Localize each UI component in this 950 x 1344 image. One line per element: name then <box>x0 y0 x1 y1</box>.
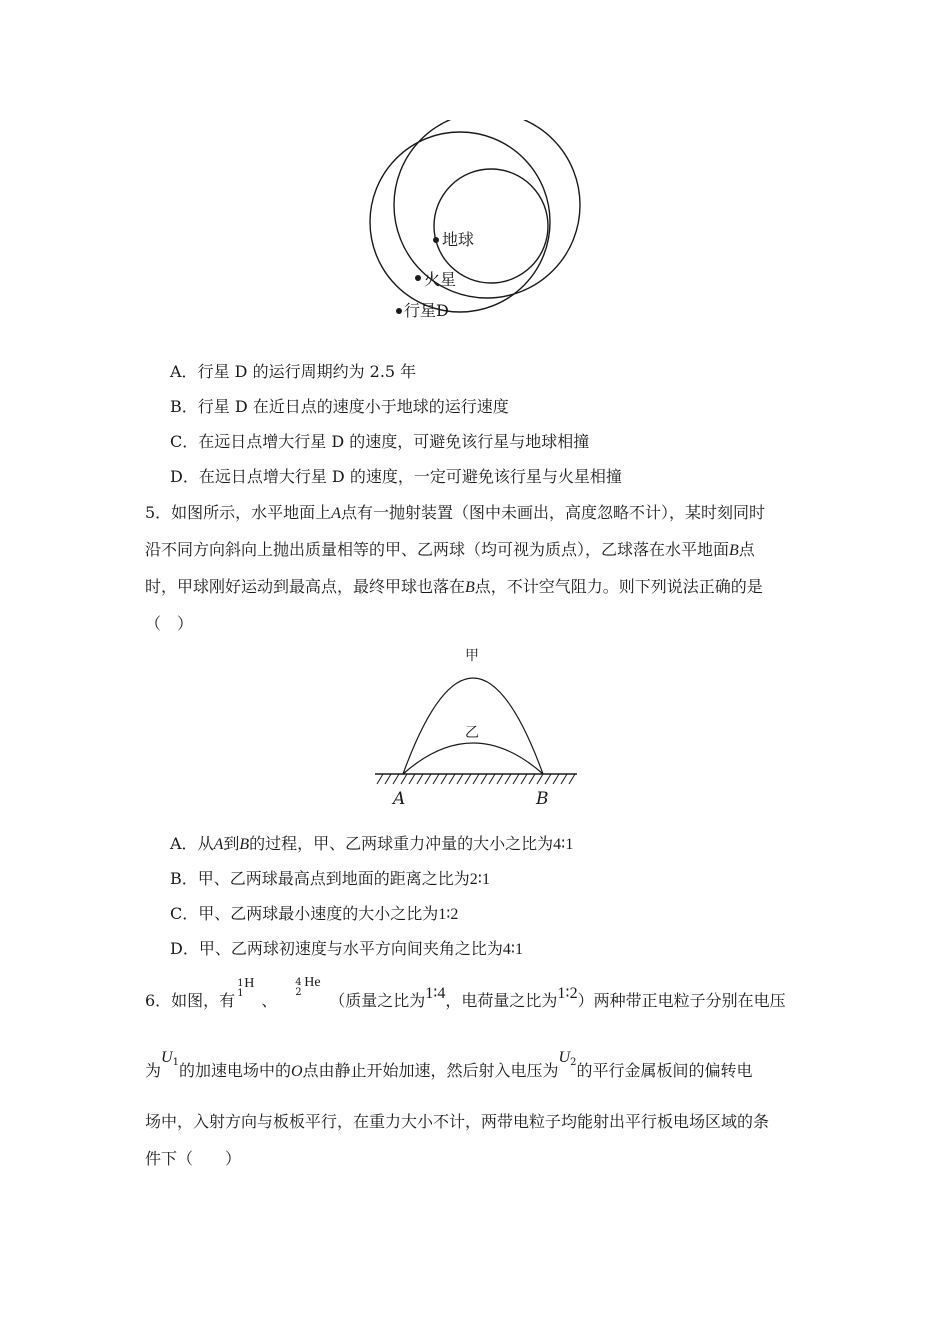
q4-option-a: A．行星 D 的运行周期约为 2.5 年 <box>170 362 417 381</box>
q4-option-b: B．行星 D 在近日点的速度小于地球的运行速度 <box>170 397 509 416</box>
q5-option-b: B．甲、乙两球最高点到地面的距离之比为2∶1 <box>170 869 490 888</box>
planet-d-orbit <box>370 132 550 312</box>
earth-orbit <box>434 169 548 283</box>
q6-stem-line1: 6．如图，有 1 1 H 、 4 2 He （质量之比为1∶4，电荷量之比为1∶2）两种带正电粒子分别在电压 <box>145 975 786 1010</box>
q5-answer-paren: （ ） <box>145 614 194 633</box>
orbit-figure <box>360 120 600 330</box>
q4-option-d: D．在远日点增大行星 D 的速度，一定可避免该行星与火星相撞 <box>170 467 622 486</box>
q6-stem-line2: 为U1的加速电场中的O点由静止开始加速，然后射入电压为U2的平行金属板间的偏转电 <box>145 1049 753 1080</box>
q5-option-d: D．甲、乙两球初速度与水平方向间夹角之比为4∶1 <box>170 939 524 958</box>
trajectory-figure <box>370 642 585 812</box>
mars-orbit <box>394 120 580 298</box>
helium-nuclide: 4 2 He <box>295 975 321 998</box>
point-b-label: B <box>536 789 549 809</box>
earth-dot <box>433 237 439 243</box>
q4-option-c: C．在远日点增大行星 D 的速度，可避免该行星与地球相撞 <box>170 432 590 451</box>
mars-label: 火星 <box>424 270 457 289</box>
ground-hatch <box>377 774 575 784</box>
q5-option-c: C．甲、乙两球最小速度的大小之比为1∶2 <box>170 904 459 923</box>
q5-stem-line3: 时，甲球刚好运动到最高点，最终甲球也落在B点，不计空气阻力。则下列说法正确的是 <box>145 577 763 596</box>
q6-stem-line4: 件下（ ） <box>145 1149 242 1168</box>
q5-option-a: A．从A到B的过程，甲、乙两球重力冲量的大小之比为4∶1 <box>170 834 574 853</box>
q6-stem-line3: 场中，入射方向与板板平行，在重力大小不计，两带电粒子均能射出平行板电场区域的条 <box>145 1112 770 1131</box>
label-yi: 乙 <box>465 725 479 741</box>
planet-d-dot <box>396 308 402 314</box>
q5-stem-line1: 5．如图所示，水平地面上A点有一抛射装置（图中未画出，高度忽略不计），某时刻同时 <box>145 503 765 522</box>
voltage-u2: U2 <box>558 1049 577 1068</box>
trajectory-yi <box>403 743 543 774</box>
earth-label: 地球 <box>442 230 475 249</box>
q5-stem-line2: 沿不同方向斜向上抛出质量相等的甲、乙两球（均可视为质点），乙球落在水平地面B点 <box>145 540 755 559</box>
hydrogen-nuclide: 1 1 H <box>237 976 255 999</box>
label-jia: 甲 <box>465 648 479 664</box>
planet-d-label: 行星D <box>404 301 449 320</box>
voltage-u1: U1 <box>161 1049 179 1068</box>
point-a-label: A <box>393 789 406 809</box>
mars-dot <box>415 275 421 281</box>
